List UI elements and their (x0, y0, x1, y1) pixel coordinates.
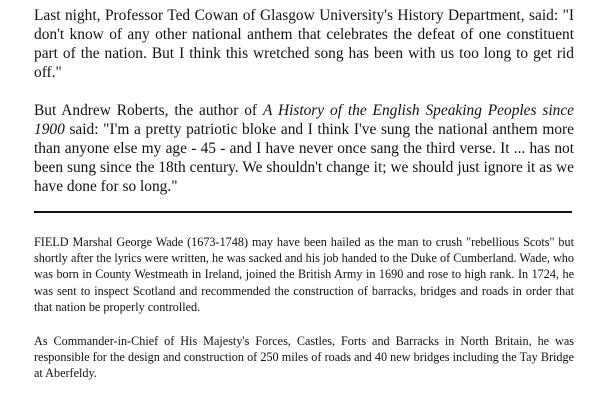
article-body (34, 6, 574, 196)
wade-bio-paragraph: FIELD Marshal George Wade (1673-1748) may have been hailed as the man to crush "rebellious Scots" but shortly after the lyrics were written, he was sacked and his job handed to the Duke of Cumberland. Wade, who was born in County Westmeath in Ireland, joined the British Army in 1690 and rose to high rank. In 1724, he was sent to inspect Scotland and recommended the construction of barracks, bridges and roads in order that that nation be properly controlled. (34, 235, 574, 314)
book-title: A History of the English Speaking Peoples since 1900 (34, 102, 575, 138)
cowan-quote-paragraph: Last night, Professor Ted Cowan of Glasgow University's History Department, said: "I don't know of any other national anthem that celebrates the defeat of one constituent part of the nation. But I think this wretched song has been with us too long to get rid off." (34, 7, 574, 81)
roberts-quote-text: said: "I'm a pretty patriotic bloke and I think I've sung the national anthem more than anyone else my age - 45 - and I have never once sang the third verse. It ... has not been sung since the 18th century. We shouldn't change it; we should just ignore it as we have done for so long." (34, 121, 574, 195)
section-divider (34, 211, 572, 213)
roberts-quote-paragraph (34, 101, 574, 196)
wade-sidebar (34, 234, 574, 382)
wade-roads-paragraph: As Commander-in-Chief of His Majesty's Forces, Castles, Forts and Barracks in North Britain, he was responsible for the design and construction of 250 miles of roads and 40 new bridges including the Tay Bridge at Aberfeldy. (34, 334, 574, 381)
roberts-intro-text: But Andrew Roberts, the author of (34, 102, 263, 119)
